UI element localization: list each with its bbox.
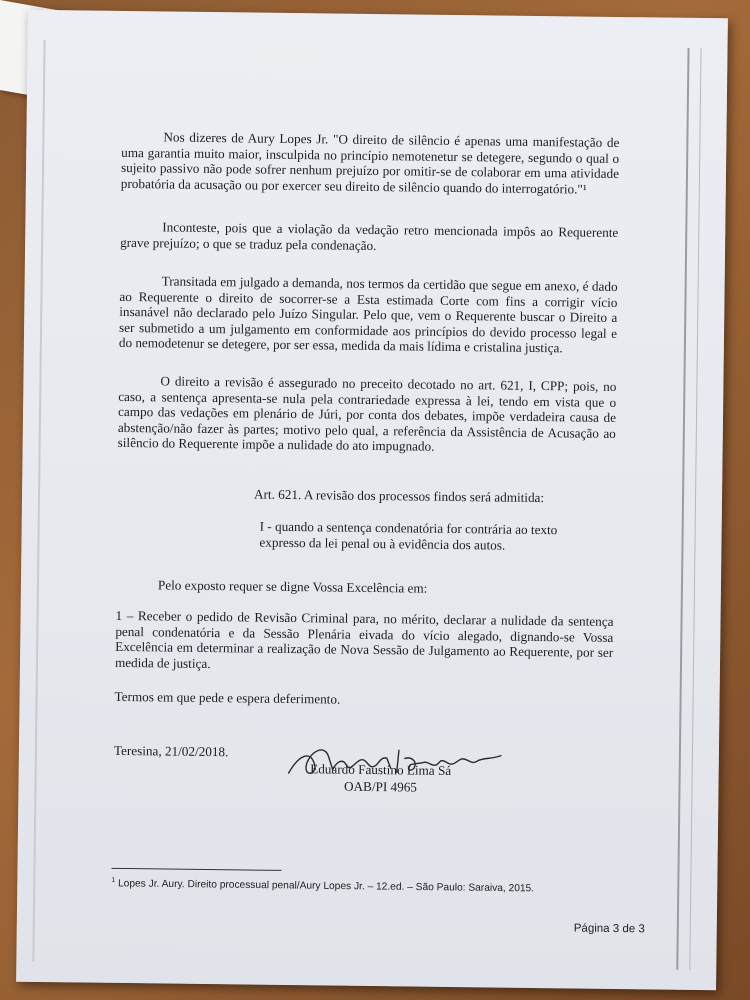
paragraph-2: Inconteste, pois que a violação da vedação retro mencionada impôs ao Requerente grave prejuízo; o que se traduz pela condenação.: [120, 219, 619, 253]
signer-name: Eduardo Faustino Lima Sá: [310, 761, 452, 778]
page-left-edge: [32, 40, 45, 962]
paragraph-5: Pelo exposto requer se digne Vossa Excelência em:: [157, 577, 428, 596]
quoted-item: I - quando a sentença condenatória for contrária ao texto expresso da lei penal ou à evidência dos autos.: [259, 518, 558, 553]
footnote-separator: [111, 868, 281, 871]
document-page: [16, 10, 728, 990]
page-right-edge-secondary: [689, 48, 701, 970]
place-and-date: Teresina, 21/02/2018.: [113, 742, 229, 760]
signer-oab: OAB/PI 4965: [343, 778, 418, 795]
paragraph-6: 1 – Receber o pedido de Revisão Criminal para, no mérito, declarar a nulidade da sentença penal condenatória e da Sessão Plenária eivada do vício alegado, dignando-se Vossa Excelência em determinar a realização de Nova Sessão de Julgamento ao Requerente, por ser medida de justiça.: [114, 607, 614, 671]
page-right-edge: [676, 48, 689, 970]
footnote-text: Lopes Jr. Aury. Direito processual penal/Aury Lopes Jr. – 12.ed. – São Paulo: Saraiva, 2015.: [117, 878, 535, 895]
paragraph-7: Termos em que pede e espera deferimento.: [114, 688, 341, 707]
footnote-number: 1: [111, 876, 116, 884]
paragraph-4: O direito a revisão é assegurado no preceito decotado no art. 621, I, CPP; pois, no caso, a sentença apresenta-se nula pela contrariedade expressa à lei, tendo em vista que o campo das vedações em plenário de Júri, por conta dos debates, impõe verdadeira causa de abstenção/não fazer às partes; motivo pelo qual, a referência da Assistência de Acusação ao silêncio do Requerente impõe a nulidade do ato impugnado.: [117, 373, 617, 455]
paragraph-1: Nos dizeres de Aury Lopes Jr. "O direito de silêncio é apenas uma manifestação de uma garantia muito maior, insculpida no princípio nemotenetur se detegere, segundo o qual o sujeito passivo não pode sofrer nenhum prejuízo por omitir-se de colaborar em uma atividade probatória da acusação ou por exercer seu direito de silêncio quando do interrogatório."¹: [120, 129, 620, 197]
footnote: [111, 877, 591, 895]
quoted-article: Art. 621. A revisão dos processos findos será admitida:: [253, 486, 545, 506]
page-number: Página 3 de 3: [573, 922, 645, 936]
paragraph-3: Transitada em julgado a demanda, nos termos da certidão que segue em anexo, é dado ao Requerente o direito de socorrer-se a Esta estimada Corte com fins a corrigir vício insanável não declarado pelo Juízo Singular. Pelo que, vem o Requerente buscar o Direito a ser submetido a um julgamento em conformidade aos princípios do devido processo legal e do nemodetenur se detegere, por ser essa, medida da mais lídima e cristalina justiça.: [118, 273, 618, 356]
